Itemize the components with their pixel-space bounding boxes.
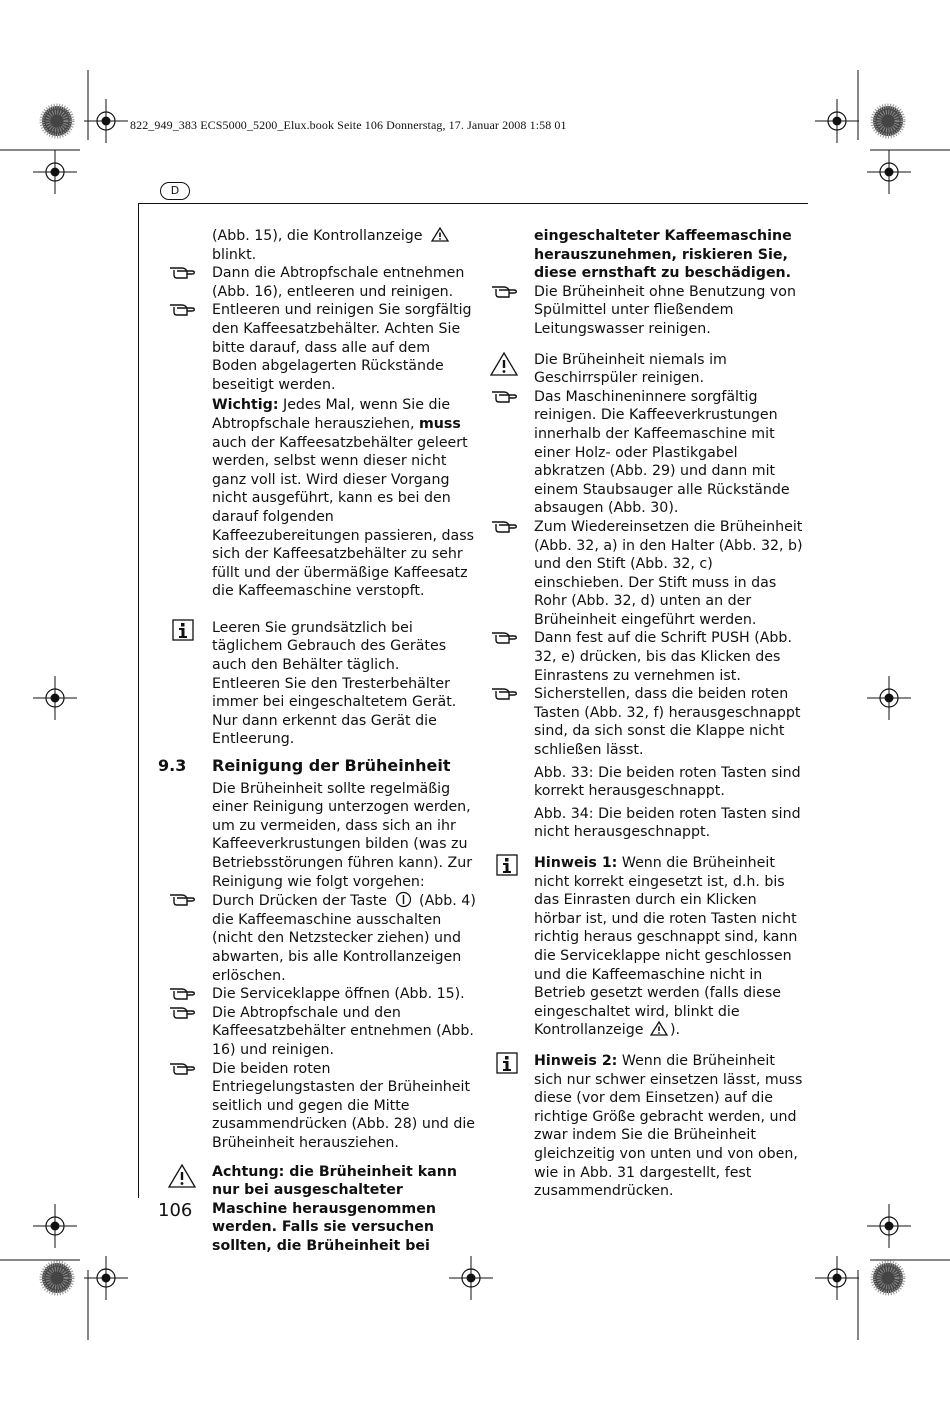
list-item: Sicherstellen, dass die beiden roten Tasten (Abb. 32, f) herausgeschnappt sind, da sich sonst die Klappe nicht schließen lässt. bbox=[460, 685, 805, 759]
list-item: Zum Wiedereinsetzen die Brüheinheit (Abb. 32, a) in den Halter (Abb. 32, b) und den Stift (Abb. 32, c) einschieben. Der Stift muss in das Rohr (Abb. 32, d) unten an der Brüheinheit eingeführt werden. bbox=[460, 518, 805, 630]
list-item: Das Maschineninnere sorgfältig reinigen. Die Kaffeeverkrustungen innerhalb der Kaffeemaschine mit einer Holz- oder Plastikgabel abkratzen (Abb. 29) und dann mit einem Staubsauger alle Rückstände absaugen (Abb. 30). bbox=[460, 388, 805, 518]
pointing-hand-icon bbox=[490, 388, 520, 404]
pointing-hand-icon bbox=[168, 301, 198, 317]
pointing-hand-icon bbox=[168, 891, 198, 907]
page-number: 106 bbox=[158, 1200, 193, 1221]
pointing-hand-icon bbox=[490, 629, 520, 645]
warning-note: Die Brüheinheit niemals im Geschirrspüler reinigen. bbox=[460, 351, 805, 388]
list-item: Die Serviceklappe öffnen (Abb. 15). bbox=[138, 985, 478, 1004]
info-icon bbox=[496, 1052, 518, 1074]
list-item: Die Brüheinheit ohne Benutzung von Spülmittel unter fließendem Leitungswasser reinigen. bbox=[460, 283, 805, 339]
paragraph: eingeschalteter Kaffeemaschine herauszunehmen, riskieren Sie, diese ernsthaft zu beschädigen. bbox=[534, 228, 792, 282]
left-column bbox=[138, 227, 478, 1255]
pointing-hand-icon bbox=[168, 1004, 198, 1020]
right-column bbox=[460, 227, 805, 1201]
warning-triangle-icon bbox=[168, 1163, 196, 1188]
paragraph: Wichtig: Jedes Mal, wenn Sie die Abtropfschale herausziehen, muss auch der Kaffeesatzbehälter geleert werden, selbst wenn dieser nicht ganz voll ist. Wird dieser Vorgang nicht ausgeführt, kann es bei den darauf folgenden Kaffeezubereitungen passieren, dass sich der Kaffeesatzbehälter zu sehr füllt und der übermäßige Kaffeesatz die Kaffeemaschine verstopft. bbox=[212, 397, 475, 600]
paragraph: (Abb. 15), die Kontrollanzeige blinkt. bbox=[138, 227, 478, 264]
pointing-hand-icon bbox=[490, 518, 520, 534]
language-badge: D bbox=[160, 182, 190, 200]
list-item: Durch Drücken der Taste (Abb. 4) die Kaffeemaschine ausschalten (nicht den Netzstecker ziehen) und abwarten, bis alle Kontrollanzeigen erlöschen. bbox=[138, 891, 478, 985]
pointing-hand-icon bbox=[168, 1060, 198, 1076]
list-item: Die Abtropfschale und den Kaffeesatzbehälter entnehmen (Abb. 16) und reinigen. bbox=[138, 1004, 478, 1060]
info-icon bbox=[172, 619, 194, 641]
list-item: Die beiden roten Entriegelungstasten der Brüheinheit seitlich und gegen die Mitte zusammendrücken (Abb. 28) und die Brüheinheit herausziehen. bbox=[138, 1060, 478, 1153]
section-heading: 9.3 Reinigung der Brüheinheit bbox=[158, 756, 451, 776]
info-note: Leeren Sie grundsätzlich bei täglichem Gebrauch des Gerätes auch den Behälter täglich. Entleeren Sie den Tresterbehälter immer bei eingeschaltetem Gerät. Nur dann erkennt das Gerät die Entleerung. bbox=[138, 619, 478, 749]
warning-triangle-icon bbox=[431, 227, 449, 242]
warning-note: Achtung: die Brüheinheit kann nur bei ausgeschalteter Maschine herausgenommen werden. Falls sie versuchen sollten, die Brüheinheit bei bbox=[138, 1163, 478, 1256]
info-icon bbox=[496, 854, 518, 876]
list-item: Dann die Abtropfschale entnehmen (Abb. 16), entleeren und reinigen. bbox=[138, 264, 478, 301]
header-rule bbox=[138, 203, 808, 204]
power-button-icon bbox=[395, 891, 412, 908]
warning-triangle-icon bbox=[650, 1021, 668, 1036]
print-header: 822_949_383 ECS5000_5200_Elux.book Seite 106 Donnerstag, 17. Januar 2008 1:58 01 bbox=[130, 118, 567, 132]
list-item: Entleeren und reinigen Sie sorgfältig den Kaffeesatzbehälter. Achten Sie bitte darauf, dass alle auf dem Boden abgelagerten Rückstände beseitigt werden. bbox=[138, 301, 478, 394]
pointing-hand-icon bbox=[168, 264, 198, 280]
paragraph: Abb. 34: Die beiden roten Tasten sind nicht herausgeschnappt. bbox=[534, 805, 801, 841]
info-note: Hinweis 2: Wenn die Brüheinheit sich nur schwer einsetzen lässt, muss diese (vor dem Einsetzen) auf die richtige Größe gebracht werden, und zwar indem Sie die Brüheinheit gleichzeitig von unten und von oben, wie in Abb. 31 dargestellt, fest zusammendrücken. bbox=[460, 1052, 805, 1201]
warning-triangle-icon bbox=[490, 351, 518, 376]
paragraph: Die Brüheinheit sollte regelmäßig einer Reinigung unterzogen werden, um zu vermeiden, dass sich an ihr Kaffeeverkrustungen bilden (was zu Betriebsstörungen führen kann). Zur Reinigung wie folgt vorgehen: bbox=[212, 780, 473, 890]
paragraph: Abb. 33: Die beiden roten Tasten sind korrekt herausgeschnappt. bbox=[534, 764, 801, 800]
info-note: Hinweis 1: Wenn die Brüheinheit nicht korrekt eingesetzt ist, d.h. bis das Einrasten durch ein Klicken hörbar ist, und die roten Tasten nicht richtig heraus geschnappt sind, kann die Serviceklappe nicht geschlossen und die Kaffeemaschine nicht in Betrieb gesetzt werden (falls diese eingeschaltet wird, blinkt die Kontrollanzeige ). bbox=[460, 854, 805, 1040]
list-item: Dann fest auf die Schrift PUSH (Abb. 32, e) drücken, bis das Klicken des Einrastens zu vernehmen ist. bbox=[460, 629, 805, 685]
pointing-hand-icon bbox=[490, 283, 520, 299]
pointing-hand-icon bbox=[490, 685, 520, 701]
pointing-hand-icon bbox=[168, 985, 198, 1001]
